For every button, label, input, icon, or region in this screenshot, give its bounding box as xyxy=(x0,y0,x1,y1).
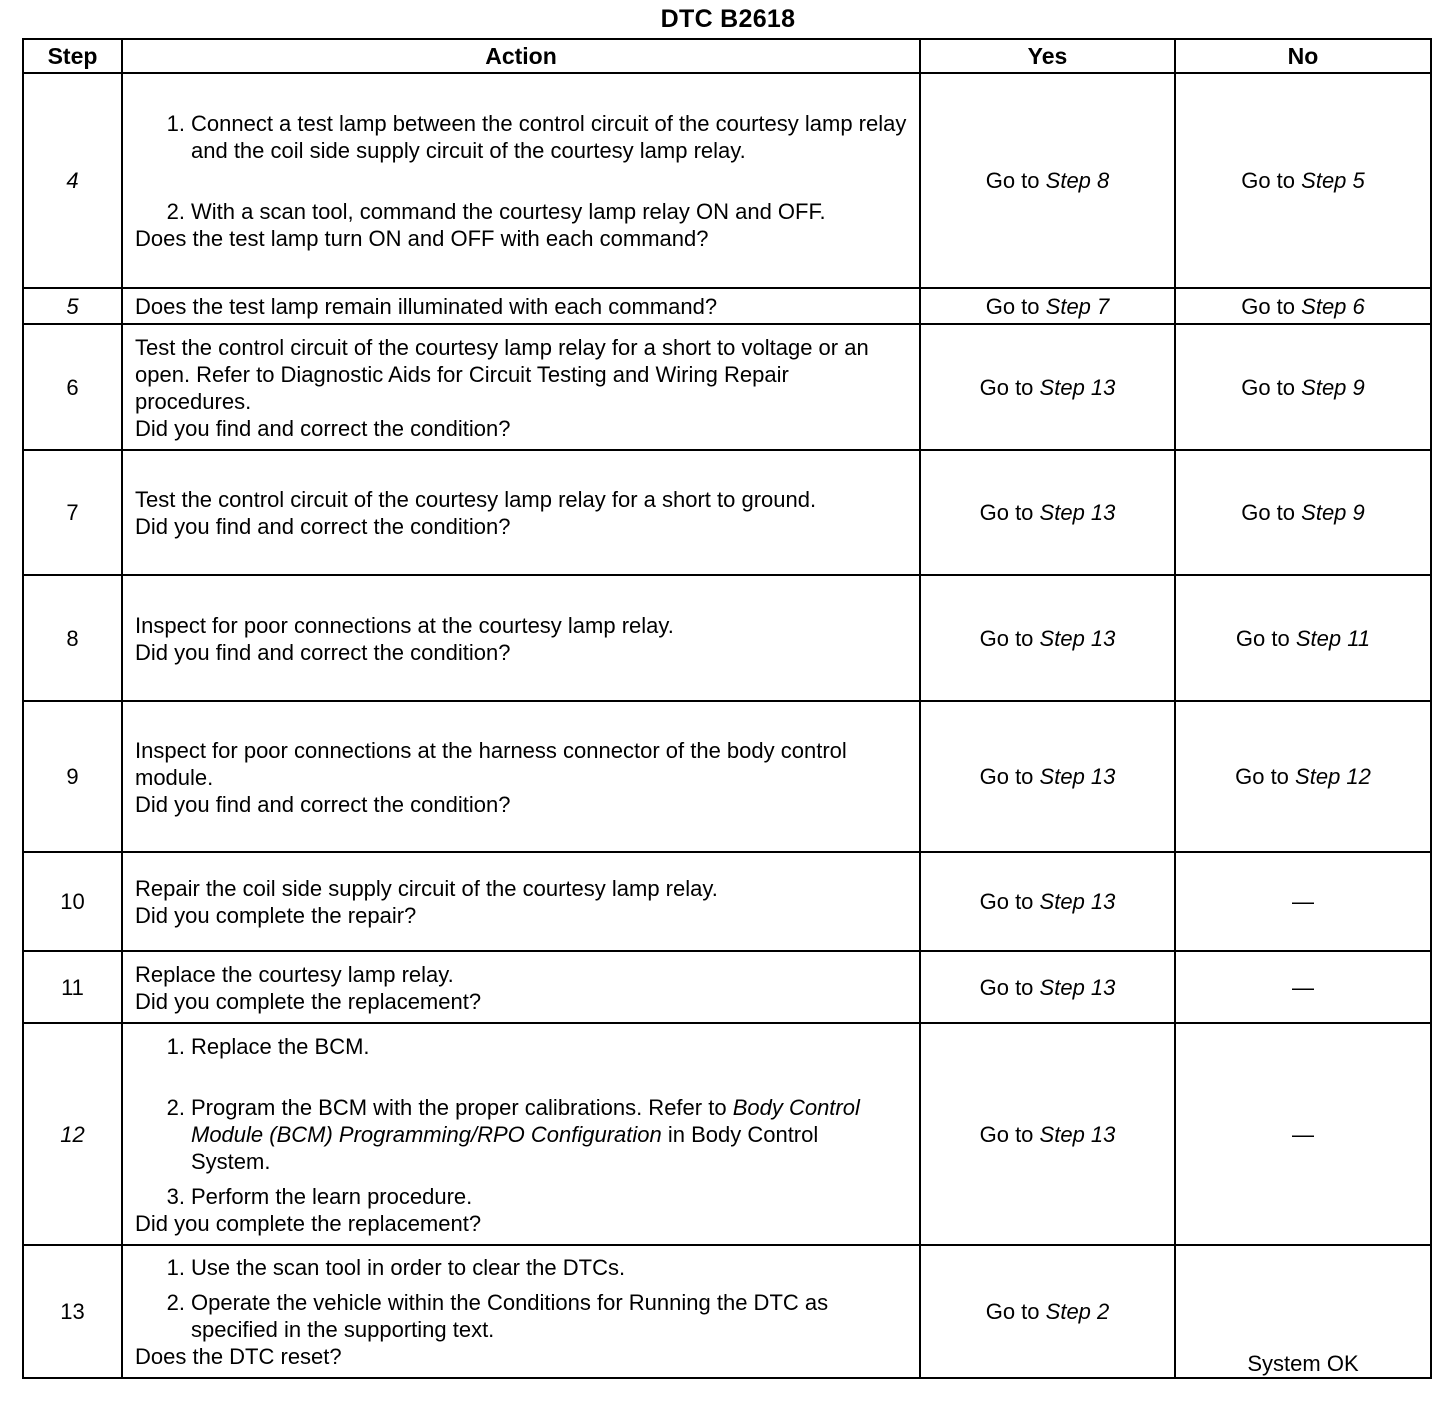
action-question: Did you find and correct the condition? xyxy=(135,514,511,539)
action-cell xyxy=(122,1245,920,1378)
step-number: 12 xyxy=(23,1023,122,1245)
list-item: 1. Replace the BCM. xyxy=(166,1033,370,1059)
action-question: Did you complete the repair? xyxy=(135,903,417,928)
yes-result: Go to Step 13 xyxy=(920,324,1175,450)
list-item: 2. With a scan tool, command the courtesy lamp relay ON and OFF. xyxy=(166,199,826,224)
action-question: Does the test lamp turn ON and OFF with each command? xyxy=(135,226,709,251)
no-result: Go to Step 11 xyxy=(1175,575,1431,701)
yes-result: Go to Step 13 xyxy=(920,852,1175,951)
no-result: System OK xyxy=(1175,1245,1431,1378)
action-question: Does the DTC reset? xyxy=(135,1344,342,1369)
list-item: 2. Operate the vehicle within the Conditions for Running the DTC as specified in the supporting text. xyxy=(166,1290,829,1342)
table-header-row xyxy=(23,39,1431,73)
action-text: Inspect for poor connections at the harness connector of the body control module. xyxy=(135,737,847,790)
header-no: No xyxy=(1175,39,1431,73)
step-number: 4 xyxy=(23,73,122,288)
step-number: 8 xyxy=(23,575,122,701)
yes-result: Go to Step 8 xyxy=(920,73,1175,288)
reference-link: Body Control Module (BCM) Programming/RPO Configuration xyxy=(191,1094,860,1147)
action-text: Test the control circuit of the courtesy lamp relay for a short to ground. xyxy=(135,487,817,512)
action-text: Replace the courtesy lamp relay. xyxy=(135,961,454,987)
no-result: Go to Step 12 xyxy=(1175,701,1431,852)
table-row-step-13 xyxy=(23,1245,1431,1378)
no-result: Go to Step 9 xyxy=(1175,324,1431,450)
step-number: 5 xyxy=(23,288,122,324)
page-title: DTC B2618 xyxy=(660,5,796,33)
action-cell xyxy=(122,951,920,1023)
table-row-step-9 xyxy=(23,701,1431,852)
yes-result: Go to Step 13 xyxy=(920,701,1175,852)
action-list xyxy=(135,1254,911,1343)
action-list xyxy=(135,1033,911,1210)
step-number: 6 xyxy=(23,324,122,450)
action-text: Test the control circuit of the courtesy lamp relay for a short to voltage or an open. Refer to Diagnostic Aids for Circuit Testing and Wiring Repair procedures. xyxy=(135,334,869,414)
no-result: — xyxy=(1175,1023,1431,1245)
action-list xyxy=(135,110,911,225)
action-cell xyxy=(122,450,920,575)
table-row-step-11 xyxy=(23,951,1431,1023)
table-row-step-4 xyxy=(23,73,1431,288)
table-row-step-6 xyxy=(23,324,1431,450)
action-cell xyxy=(122,701,920,852)
action-cell xyxy=(122,1023,920,1245)
header-yes: Yes xyxy=(920,39,1175,73)
table-row-step-5 xyxy=(23,288,1431,324)
header-action: Action xyxy=(122,39,920,73)
no-result: Go to Step 9 xyxy=(1175,450,1431,575)
action-question: Did you find and correct the condition? xyxy=(135,415,511,441)
yes-result: Go to Step 13 xyxy=(920,951,1175,1023)
no-result: — xyxy=(1175,852,1431,951)
table-row-step-12 xyxy=(23,1023,1431,1245)
step-number: 9 xyxy=(23,701,122,852)
action-cell xyxy=(122,575,920,701)
yes-result: Go to Step 2 xyxy=(920,1245,1175,1378)
list-item: 2. Program the BCM with the proper calibrations. Refer to Body Control Module (BCM) Programming/RPO Configuration in Body Control System. xyxy=(166,1094,860,1174)
action-cell xyxy=(122,73,920,288)
yes-result: Go to Step 13 xyxy=(920,450,1175,575)
action-text: Repair the coil side supply circuit of the courtesy lamp relay. xyxy=(135,876,718,901)
action-question: Does the test lamp remain illuminated with each command? xyxy=(135,293,718,319)
list-item: 1. Use the scan tool in order to clear the DTCs. xyxy=(166,1255,626,1280)
list-item: 3. Perform the learn procedure. xyxy=(166,1183,473,1209)
action-question: Did you find and correct the condition? xyxy=(135,639,511,665)
step-number: 10 xyxy=(23,852,122,951)
step-number: 13 xyxy=(23,1245,122,1378)
step-number: 7 xyxy=(23,450,122,575)
no-result: Go to Step 5 xyxy=(1175,73,1431,288)
table-row-step-7 xyxy=(23,450,1431,575)
action-question: Did you complete the replacement? xyxy=(135,1210,482,1236)
action-text: Inspect for poor connections at the courtesy lamp relay. xyxy=(135,612,674,638)
list-item: 1. Connect a test lamp between the control circuit of the courtesy lamp relay and the coil side supply circuit of the courtesy lamp relay. xyxy=(166,111,907,163)
diagnostic-table xyxy=(22,38,1432,1379)
action-cell xyxy=(122,852,920,951)
header-step: Step xyxy=(23,39,122,73)
action-cell xyxy=(122,324,920,450)
action-cell xyxy=(122,288,920,324)
step-number: 11 xyxy=(23,951,122,1023)
yes-result: Go to Step 13 xyxy=(920,1023,1175,1245)
action-question: Did you find and correct the condition? xyxy=(135,791,511,817)
action-question: Did you complete the replacement? xyxy=(135,988,482,1014)
yes-result: Go to Step 13 xyxy=(920,575,1175,701)
yes-result: Go to Step 7 xyxy=(920,288,1175,324)
no-result: Go to Step 6 xyxy=(1175,288,1431,324)
no-result: — xyxy=(1175,951,1431,1023)
table-row-step-10 xyxy=(23,852,1431,951)
table-row-step-8 xyxy=(23,575,1431,701)
